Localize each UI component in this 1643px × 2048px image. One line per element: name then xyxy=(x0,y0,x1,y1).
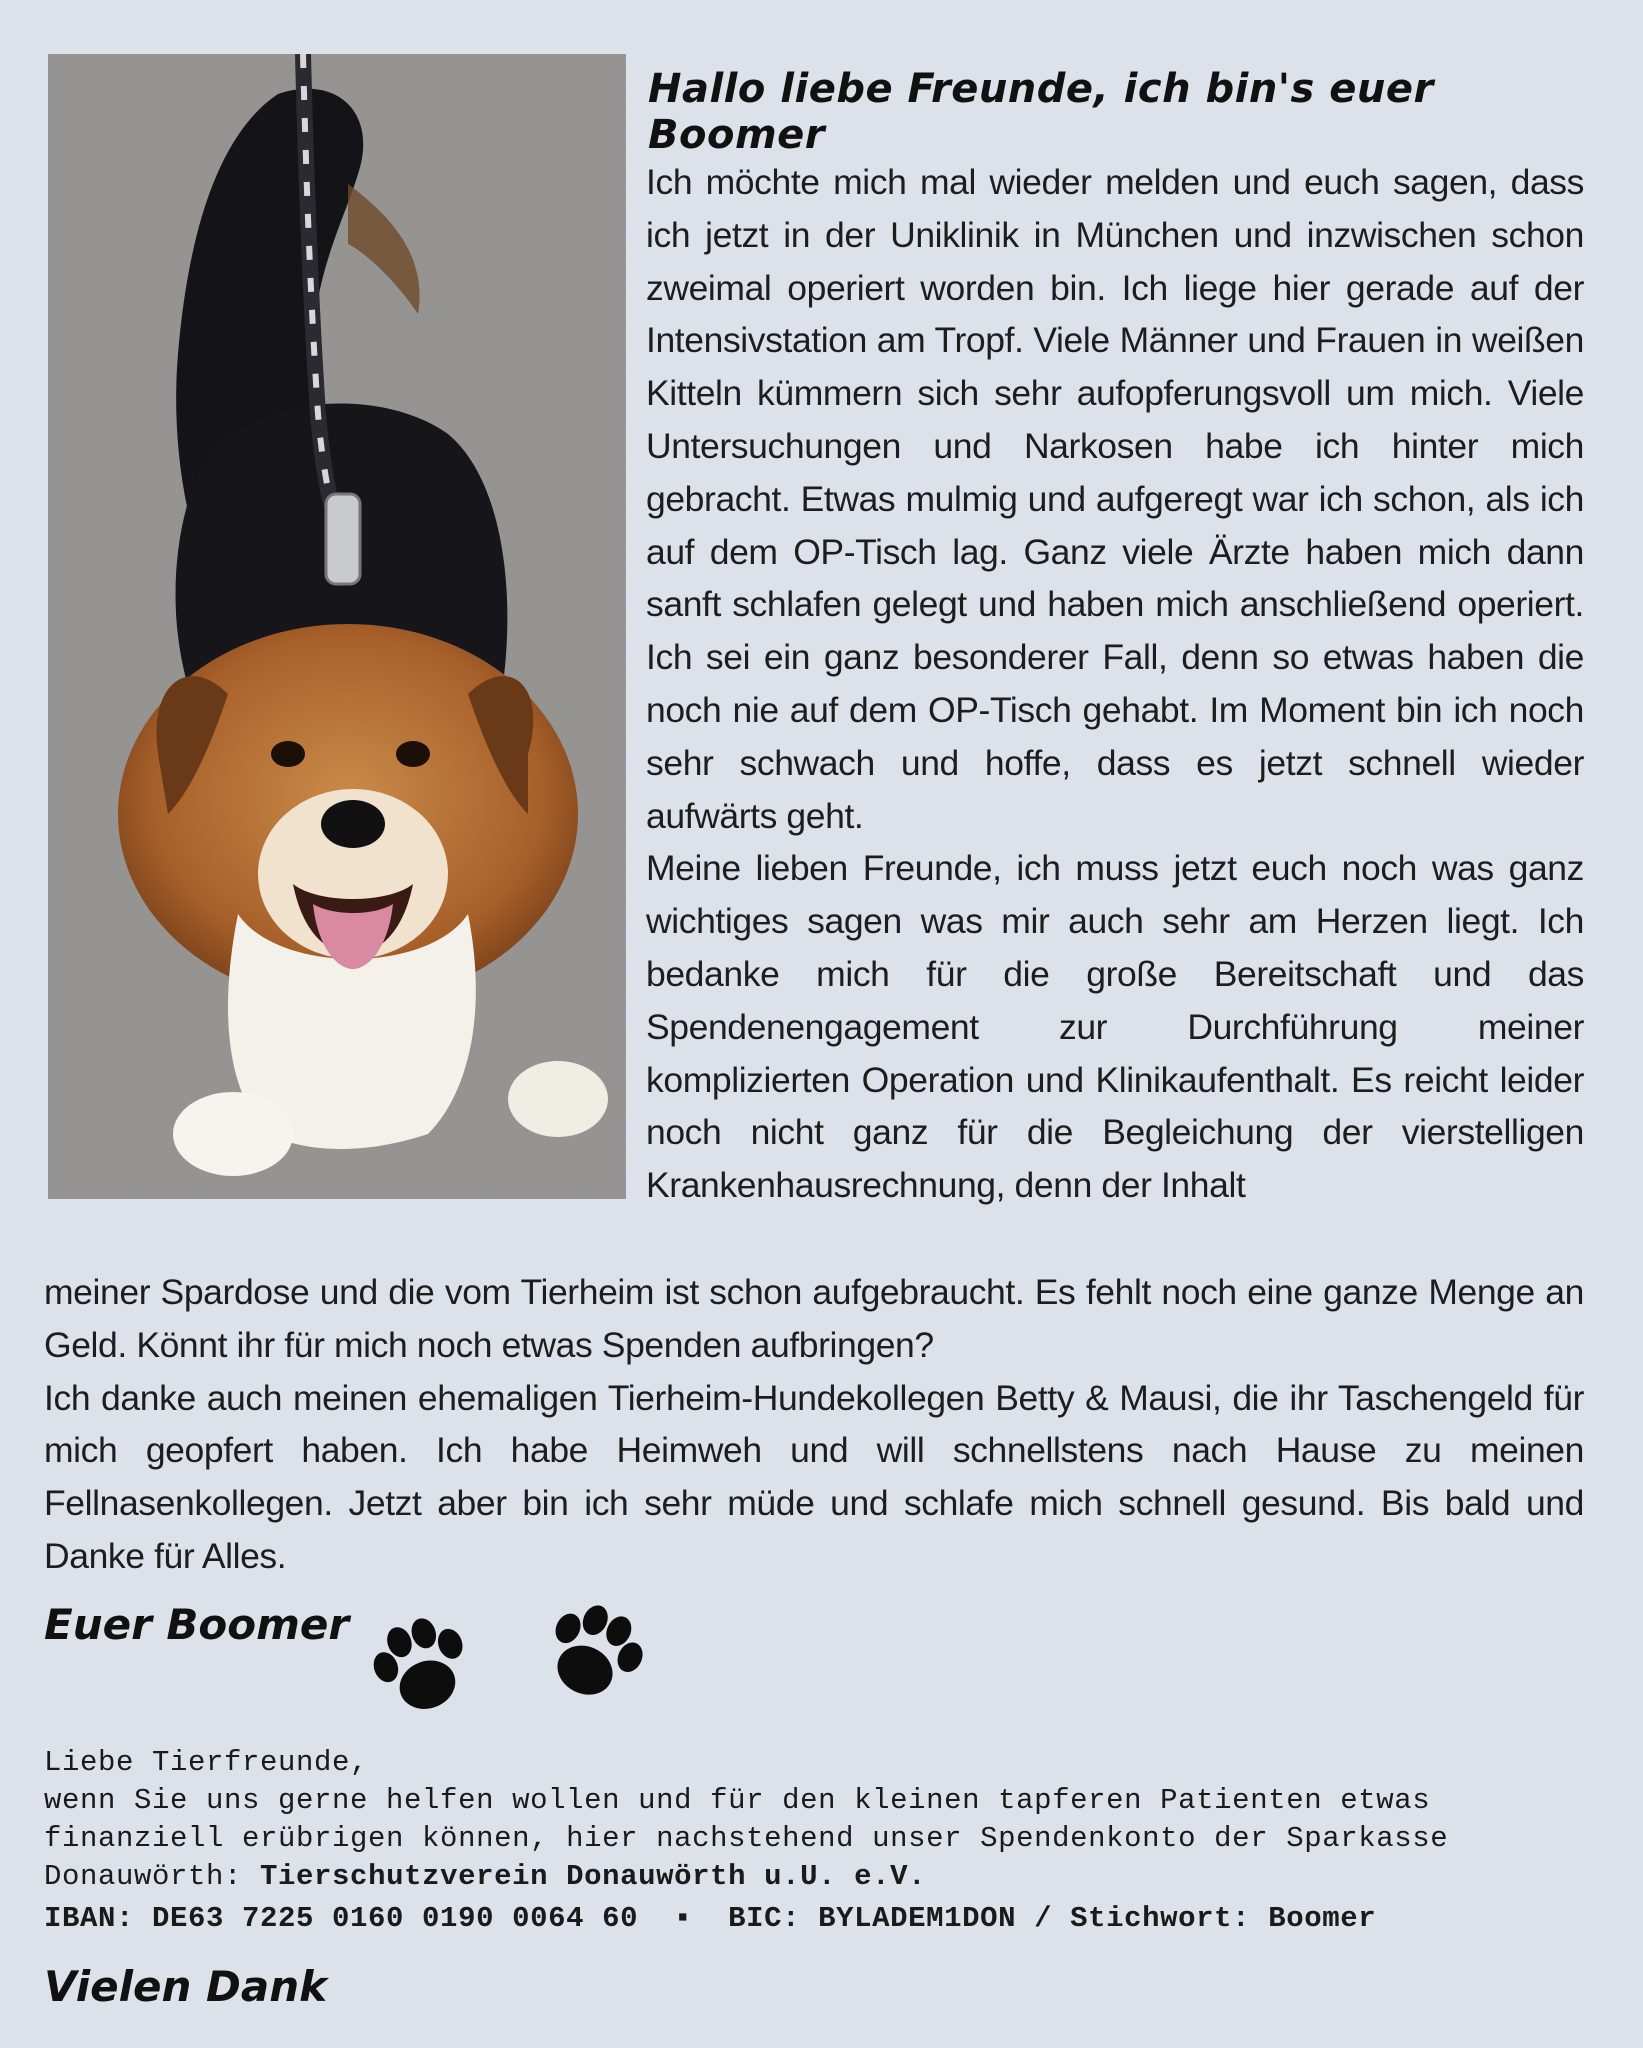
donation-text: wenn Sie uns gerne helfen wollen und für den kleinen tapferen Patienten etwas xyxy=(44,1784,1431,1817)
donation-greeting: Liebe Tierfreunde, xyxy=(44,1746,369,1779)
letter-paragraph: Ich danke auch meinen ehemaligen Tierheim-Hundekollegen Betty & Mausi, die ihr Taschengeld für mich geopfert haben. Ich habe Heimweh und will schnellstens nach Hause zu meinen Fellnasenkollegen. Jetzt aber bin ich sehr müde und schlafe mich schnell gesund. Bis bald und Danke für Alles. xyxy=(44,1377,1584,1576)
paw-print-icon xyxy=(362,1608,480,1726)
letter-paragraph: Meine lieben Freunde, ich muss jetzt euch noch was ganz wichtiges sagen was mir auch sehr am Herzen liegt. Ich bedanke mich für die große Bereitschaft und das Spendenengagement zur Durchführung meiner komplizierten Operation und Klinikaufenthalt. Es reicht leider noch nicht ganz für die Begleichung der vierstelligen Krankenhausrechnung, denn der Inhalt xyxy=(646,848,1584,1206)
bank-details: IBAN: DE63 7225 0160 0190 0064 60 ▪ BIC: BYLADEM1DON / Stichwort: Boomer xyxy=(44,1902,1377,1935)
letter-column xyxy=(646,156,1584,1212)
bank-location: Donauwörth: xyxy=(44,1860,261,1893)
signature: Euer Boomer xyxy=(44,1600,350,1649)
page-heading: Hallo liebe Freunde, ich bin's euer Boomer xyxy=(648,66,1434,158)
letter-paragraph: meiner Spardose und die vom Tierheim ist schon aufgebraucht. Es fehlt noch eine ganze Menge an Geld. Könnt ihr für mich noch etwas Spenden aufbringen? xyxy=(44,1272,1584,1365)
closing-thanks: Vielen Dank xyxy=(44,1962,328,2011)
paw-print-icon xyxy=(534,1594,652,1712)
letter-continuation xyxy=(44,1266,1584,1583)
donation-recipient xyxy=(44,1860,926,1893)
letter-paragraph: Ich möchte mich mal wieder melden und euch sagen, dass ich jetzt in der Uniklinik in München und inzwischen schon zweimal operiert worden bin. Ich liege hier gerade auf der Intensivstation am Tropf. Viele Männer und Frauen in weißen Kitteln kümmern sich sehr aufopferungsvoll um mich. Viele Untersuchungen und Narkosen habe ich hinter mich gebracht. Etwas mulmig und aufgeregt war ich schon, als ich auf dem OP-Tisch lag. Ganz viele Ärzte haben mich dann sanft schlafen gelegt und haben mich anschließend operiert. Ich sei ein ganz besonderer Fall, denn so etwas haben die noch nie auf dem OP-Tisch gehabt. Im Moment bin ich noch sehr schwach und hoffe, dass es jetzt schnell wieder aufwärts geht. xyxy=(646,162,1584,836)
donation-text: finanziell erübrigen können, hier nachstehend unser Spendenkonto der Sparkasse xyxy=(44,1822,1449,1855)
dog-photo xyxy=(48,54,626,1199)
dog-illustration xyxy=(48,54,626,1199)
account-holder: Tierschutzverein Donauwörth u.U. e.V. xyxy=(260,1860,927,1893)
